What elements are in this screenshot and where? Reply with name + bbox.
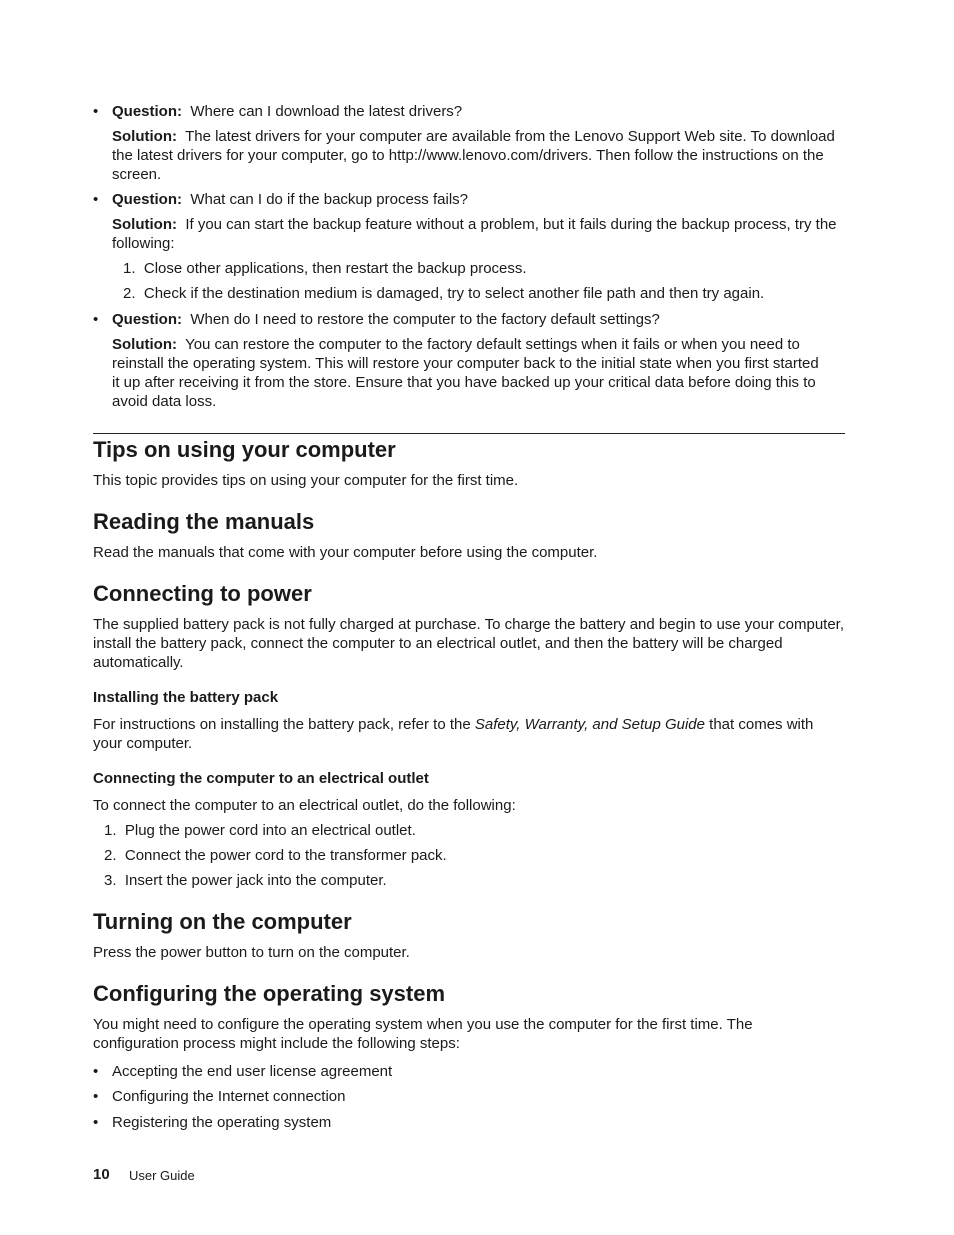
list-item: 1. Close other applications, then restart the backup process. <box>123 260 527 277</box>
bullet: • <box>93 1114 99 1131</box>
footer-label: User Guide <box>129 1168 195 1183</box>
section-title: Connecting to power <box>93 581 312 606</box>
bullet: • <box>93 311 99 328</box>
list-item: Accepting the end user license agreement <box>112 1063 393 1080</box>
faq-solution: Solution: The latest drivers for your computer are available from the Lenovo Support Web site. To download the latest drivers for your computer, go to http://www.lenovo.com/drivers. Then follow the instructions on the screen. <box>112 128 835 183</box>
subsection-title: Connecting the computer to an electrical outlet <box>93 770 429 787</box>
paragraph: This topic provides tips on using your computer for the first time. <box>93 472 519 489</box>
bullet: • <box>93 103 99 120</box>
faq-solution: Solution: If you can start the backup feature without a problem, but it fails during the backup process, try the following: <box>112 216 837 252</box>
list-item: 2. Connect the power cord to the transformer pack. <box>104 847 447 864</box>
list-item: 2. Check if the destination medium is damaged, try to select another file path and then try again. <box>123 285 765 302</box>
paragraph: The supplied battery pack is not fully charged at purchase. To charge the battery and begin to use your computer, install the battery pack, connect the computer to an electrical outlet, and then the battery will be charged automatically. <box>93 616 845 671</box>
page-number: 10 <box>93 1166 110 1183</box>
paragraph: To connect the computer to an electrical outlet, do the following: <box>93 797 516 814</box>
paragraph: Press the power button to turn on the computer. <box>93 944 410 961</box>
section-title: Tips on using your computer <box>93 437 396 462</box>
paragraph: For instructions on installing the battery pack, refer to the Safety, Warranty, and Setup Guide that comes with your computer. <box>93 716 814 752</box>
section-divider <box>93 433 845 434</box>
bullet: • <box>93 191 99 208</box>
faq-question: Question: When do I need to restore the computer to the factory default settings? <box>112 311 660 328</box>
faq-question: Question: What can I do if the backup process fails? <box>112 191 468 208</box>
subsection-title: Installing the battery pack <box>93 689 279 706</box>
bullet: • <box>93 1088 99 1105</box>
faq-solution: Solution: You can restore the computer to the factory default settings when it fails or when you need to reinstall the operating system. This will restore your computer back to the initial state when you first started it up after receiving it from the store. Ensure that you have backed up your critical data before doing this to avoid data loss. <box>112 336 819 410</box>
faq-question: Question: Where can I download the latest drivers? <box>112 103 463 120</box>
list-item: Registering the operating system <box>112 1114 332 1131</box>
section-title: Reading the manuals <box>93 509 315 534</box>
section-title: Configuring the operating system <box>93 981 446 1006</box>
list-item: 3. Insert the power jack into the computer. <box>104 872 387 889</box>
paragraph: You might need to configure the operating system when you use the computer for the first time. The configuration process might include the following steps: <box>93 1016 753 1052</box>
paragraph: Read the manuals that come with your computer before using the computer. <box>93 544 598 561</box>
section-title: Turning on the computer <box>93 909 352 934</box>
bullet: • <box>93 1063 99 1080</box>
list-item: Configuring the Internet connection <box>112 1088 346 1105</box>
list-item: 1. Plug the power cord into an electrical outlet. <box>104 822 416 839</box>
